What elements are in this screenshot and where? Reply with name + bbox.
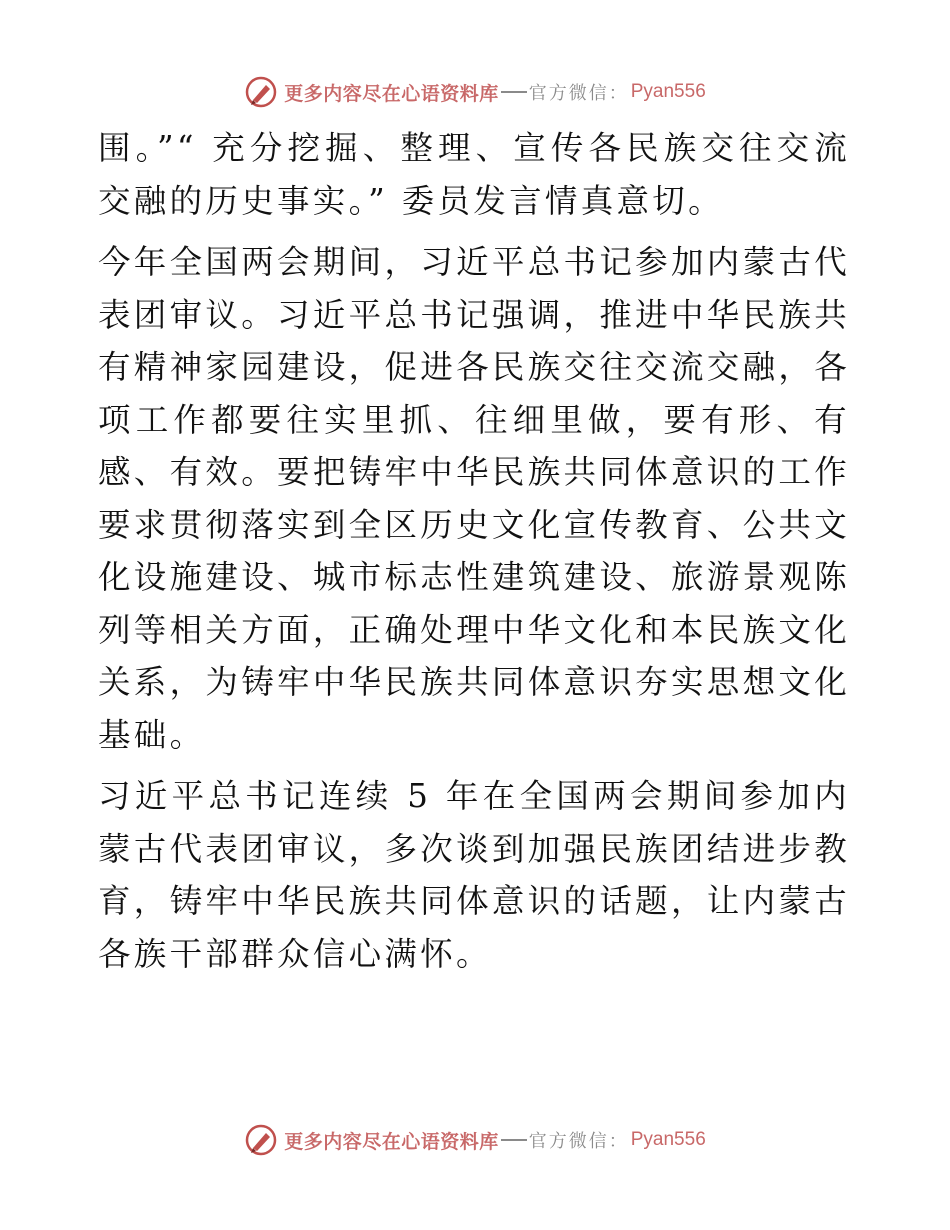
watermark-dash [501,1139,527,1141]
watermark-site-text: 更多内容尽在心语资料库 [284,1130,499,1153]
pen-logo-icon [244,75,278,109]
watermark-wechat-id: Pyan556 [630,1129,706,1150]
watermark-official-label: 官方微信： [528,1131,629,1152]
paragraph-1: 围。”“ 充分挖掘、整理、宣传各民族交往交流交融的历史事实。” 委员发言情真意切。 [98,129,850,220]
watermark-site-text: 更多内容尽在心语资料库 [284,82,499,105]
paragraph-2: 今年全国两会期间，习近平总书记参加内蒙古代表团审议。习近平总书记强调，推进中华民族共有精神家园建设，促进各民族交往交流交融，各项工作都要往实里抓、往细里做，要有形、有感、有效。要把铸牢中华民族共同体意识的工作要求贯彻落实到全区历史文化宣传教育、公共文化设施建设、城市标志性建筑建设、旅游景观陈列等相关方面，正确处理中华文化和本民族文化关系，为铸牢中华民族共同体意识夯实思想文化基础。 [98,243,850,754]
paragraph-3: 习近平总书记连续 5 年在全国两会期间参加内蒙古代表团审议，多次谈到加强民族团结进步教育，铸牢中华民族共同体意识的话题，让内蒙古各族干部群众信心满怀。 [98,777,850,973]
footer-watermark [0,1120,950,1160]
watermark-wechat-id: Pyan556 [630,81,706,102]
document-body [98,122,850,989]
watermark-official-label: 官方微信： [528,83,629,104]
header-watermark [0,72,950,112]
pen-logo-icon [244,1123,278,1157]
watermark-dash [501,91,527,93]
